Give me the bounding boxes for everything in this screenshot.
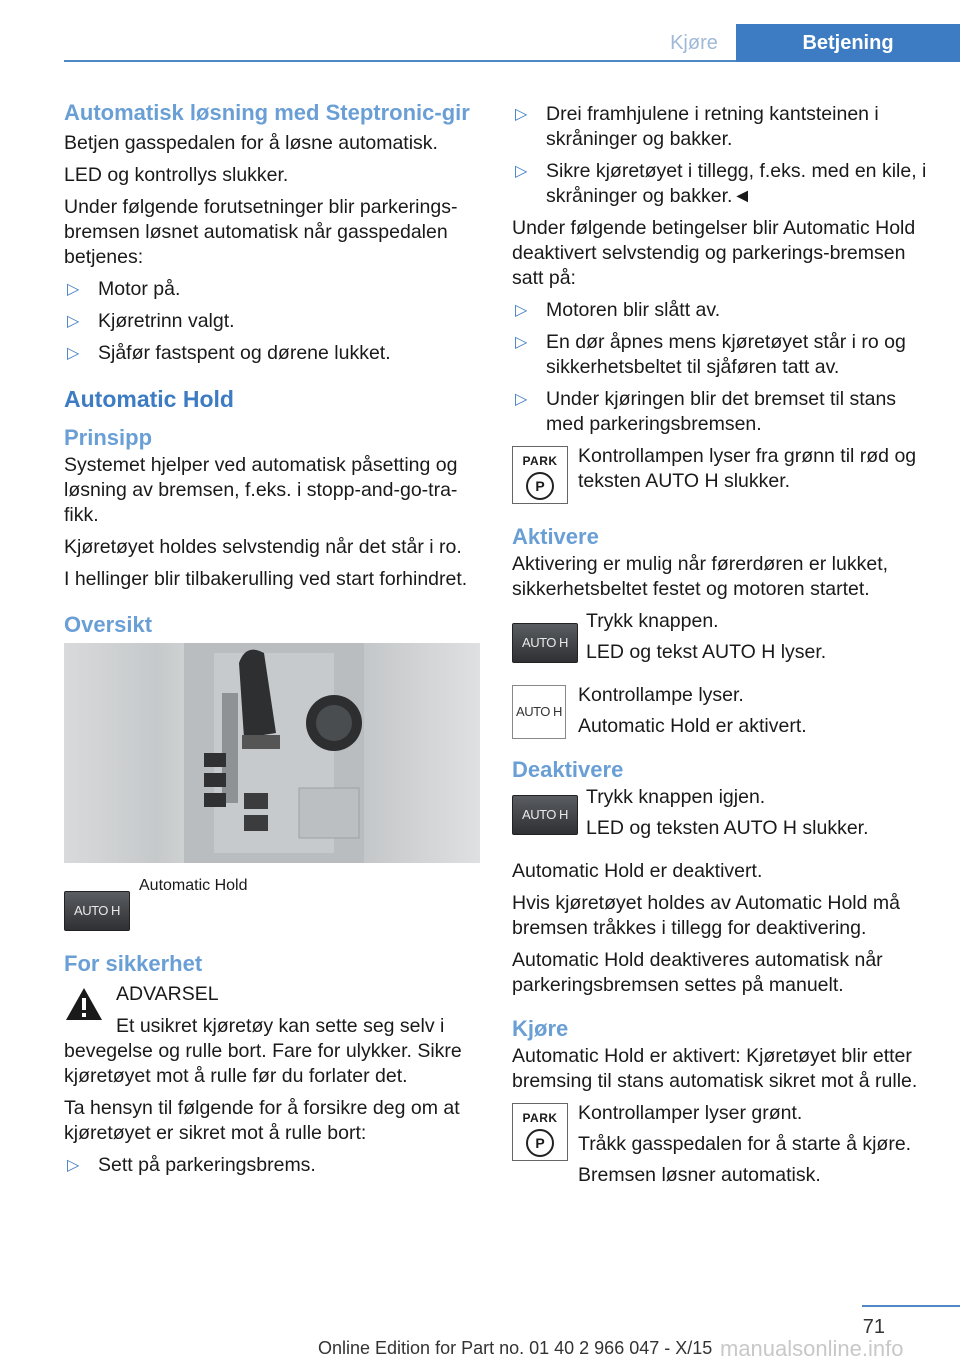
paragraph: Under følgende forutsetninger blir parkerings-bremsen løsnet automatisk når gasspedalen betjenes: [64,196,458,268]
icon-caption: Automatic Hold [139,877,248,894]
paragraph: LED og kontrollys slukker. [64,164,289,186]
warning-text: Et usikret kjøretøy kan sette seg selv i bevegelse og rulle bort. Fare for ulykker. Sikre kjøretøyet mot å rulle før du forlater det. [64,1015,462,1087]
activate-row [512,609,928,669]
step: LED og teksten AUTO H slukker. [586,817,869,839]
list-item: ▷ Sjåfør fastspent og dørene lukket. [67,342,391,364]
step: Bremsen løsner automatisk. [578,1164,821,1186]
tab-kjore[interactable]: Kjøre [670,32,718,54]
list-item: ▷ Drei framhjulene i retning kantsteinen i skråninger og bakker. [515,103,879,150]
step: Trykk knappen igjen. [586,786,766,808]
heading-automatic-hold: Automatic Hold [64,386,234,412]
edition-footer: Online Edition for Part no. 01 40 2 966 047 - X/15 [318,1338,713,1358]
heading-kjore: Kjøre [512,1016,569,1041]
left-column [64,100,480,1185]
step: LED og tekst AUTO H lyser. [586,641,827,663]
footer-rule [862,1305,960,1307]
paragraph: Aktivering er mulig når førerdøren er lukket, sikkerhetsbeltet festet og motoren startet. [512,553,889,600]
triangle-bullet-icon: ▷ [67,1157,80,1174]
bullet-list [512,298,928,437]
park-text: Kontrollampen lyser fra grønn til rød og teksten AUTO H slukker. [578,445,917,492]
bullet-list [64,1153,480,1178]
list-item: ▷ Sikre kjøretøyet i tillegg, f.eks. med en kile, i skråninger og bakker.◄ [515,160,927,207]
warning-title: ADVARSEL [116,983,219,1005]
center-console-photo [64,643,480,863]
heading-aktivere: Aktivere [512,524,599,549]
park-label: PARK [522,1111,558,1125]
step: Kontrollamper lyser grønt. [578,1102,803,1124]
heading-steptronic: Automatisk løsning med Steptronic-gir [64,100,470,125]
paragraph: Automatic Hold deaktiveres automatisk når parkeringsbremsen settes på manuelt. [512,949,883,996]
heading-deaktivere: Deaktivere [512,757,624,782]
park-symbol: P [526,1129,554,1157]
list-item: ▷ Under kjøringen blir det bremset til stans med parkeringsbremsen. [515,388,897,435]
park-label: PARK [522,454,558,468]
step: Kontrollampe lyser. [578,684,744,706]
paragraph: Betjen gasspedalen for å løsne automatisk. [64,132,438,154]
heading-oversikt: Oversikt [64,612,153,637]
indicator-row [512,683,928,743]
paragraph: I hellinger blir tilbakerulling ved start forhindret. [64,568,468,590]
triangle-bullet-icon: ▷ [67,281,80,298]
heading-sikkerhet: For sikkerhet [64,951,203,976]
triangle-bullet-icon: ▷ [515,334,528,351]
watermark: manualsonline.info [720,1336,904,1361]
list-item: ▷ En dør åpnes mens kjøretøyet står i ro og sikkerhetsbeltet til sjåføren tatt av. [515,331,906,378]
page-number: 71 [862,1316,885,1338]
park-symbol: P [526,472,554,500]
list-item: ▷ Kjøretrinn valgt. [67,310,235,332]
bullet-list [512,102,928,209]
heading-prinsipp: Prinsipp [64,425,153,450]
triangle-bullet-icon: ▷ [67,345,80,362]
triangle-bullet-icon: ▷ [515,391,528,408]
bullet-list [64,277,480,366]
list-item: ▷ Motor på. [67,278,181,300]
park-brake-icon [512,446,568,504]
paragraph: Automatic Hold er aktivert: Kjøretøyet blir etter bremsing til stans automatisk sikret mot å rulle. [512,1045,918,1092]
list-item: ▷ Sett på parkeringsbrems. [67,1154,316,1176]
paragraph: Hvis kjøretøyet holdes av Automatic Hold må bremsen tråkkes i tillegg for deaktivering. [512,892,900,939]
step: Trykk knappen. [586,610,719,632]
triangle-bullet-icon: ▷ [67,313,80,330]
paragraph: Systemet hjelper ved automatisk påsetting og løsning av bremsen, f.eks. i stopp-and-go-tra-fikk. [64,454,458,526]
paragraph: Ta hensyn til følgende for å forsikre deg om at kjøretøyet er sikret mot å rulle bort: [64,1097,460,1144]
auto-h-button-icon: AUTO H [512,623,578,663]
triangle-bullet-icon: ▷ [515,106,528,123]
park-indicator-row [512,444,928,504]
park-brake-icon [512,1103,568,1161]
step: Automatic Hold er aktivert. [578,715,807,737]
step: Tråkk gasspedalen for å starte å kjøre. [578,1133,912,1155]
auto-h-button-icon: AUTO H [512,795,578,835]
auto-h-button-icon: AUTO H [64,891,130,931]
automatic-hold-legend [64,877,480,937]
warning-icon [64,986,104,1022]
list-item: ▷ Motoren blir slått av. [515,299,721,321]
auto-h-indicator-icon: AUTO H [512,685,566,739]
paragraph: Under følgende betingelser blir Automatic Hold deaktivert selvstendig og parkerings-bremsen satt på: [512,217,916,289]
paragraph: Automatic Hold er deaktivert. [512,860,763,882]
warning-block [64,982,480,1089]
tab-betjening[interactable]: Betjening [736,24,960,62]
triangle-bullet-icon: ▷ [515,163,528,180]
right-column [512,102,928,1202]
triangle-bullet-icon: ▷ [515,302,528,319]
drive-row [512,1101,928,1188]
deactivate-row [512,785,928,845]
paragraph: Kjøretøyet holdes selvstendig når det står i ro. [64,536,462,558]
